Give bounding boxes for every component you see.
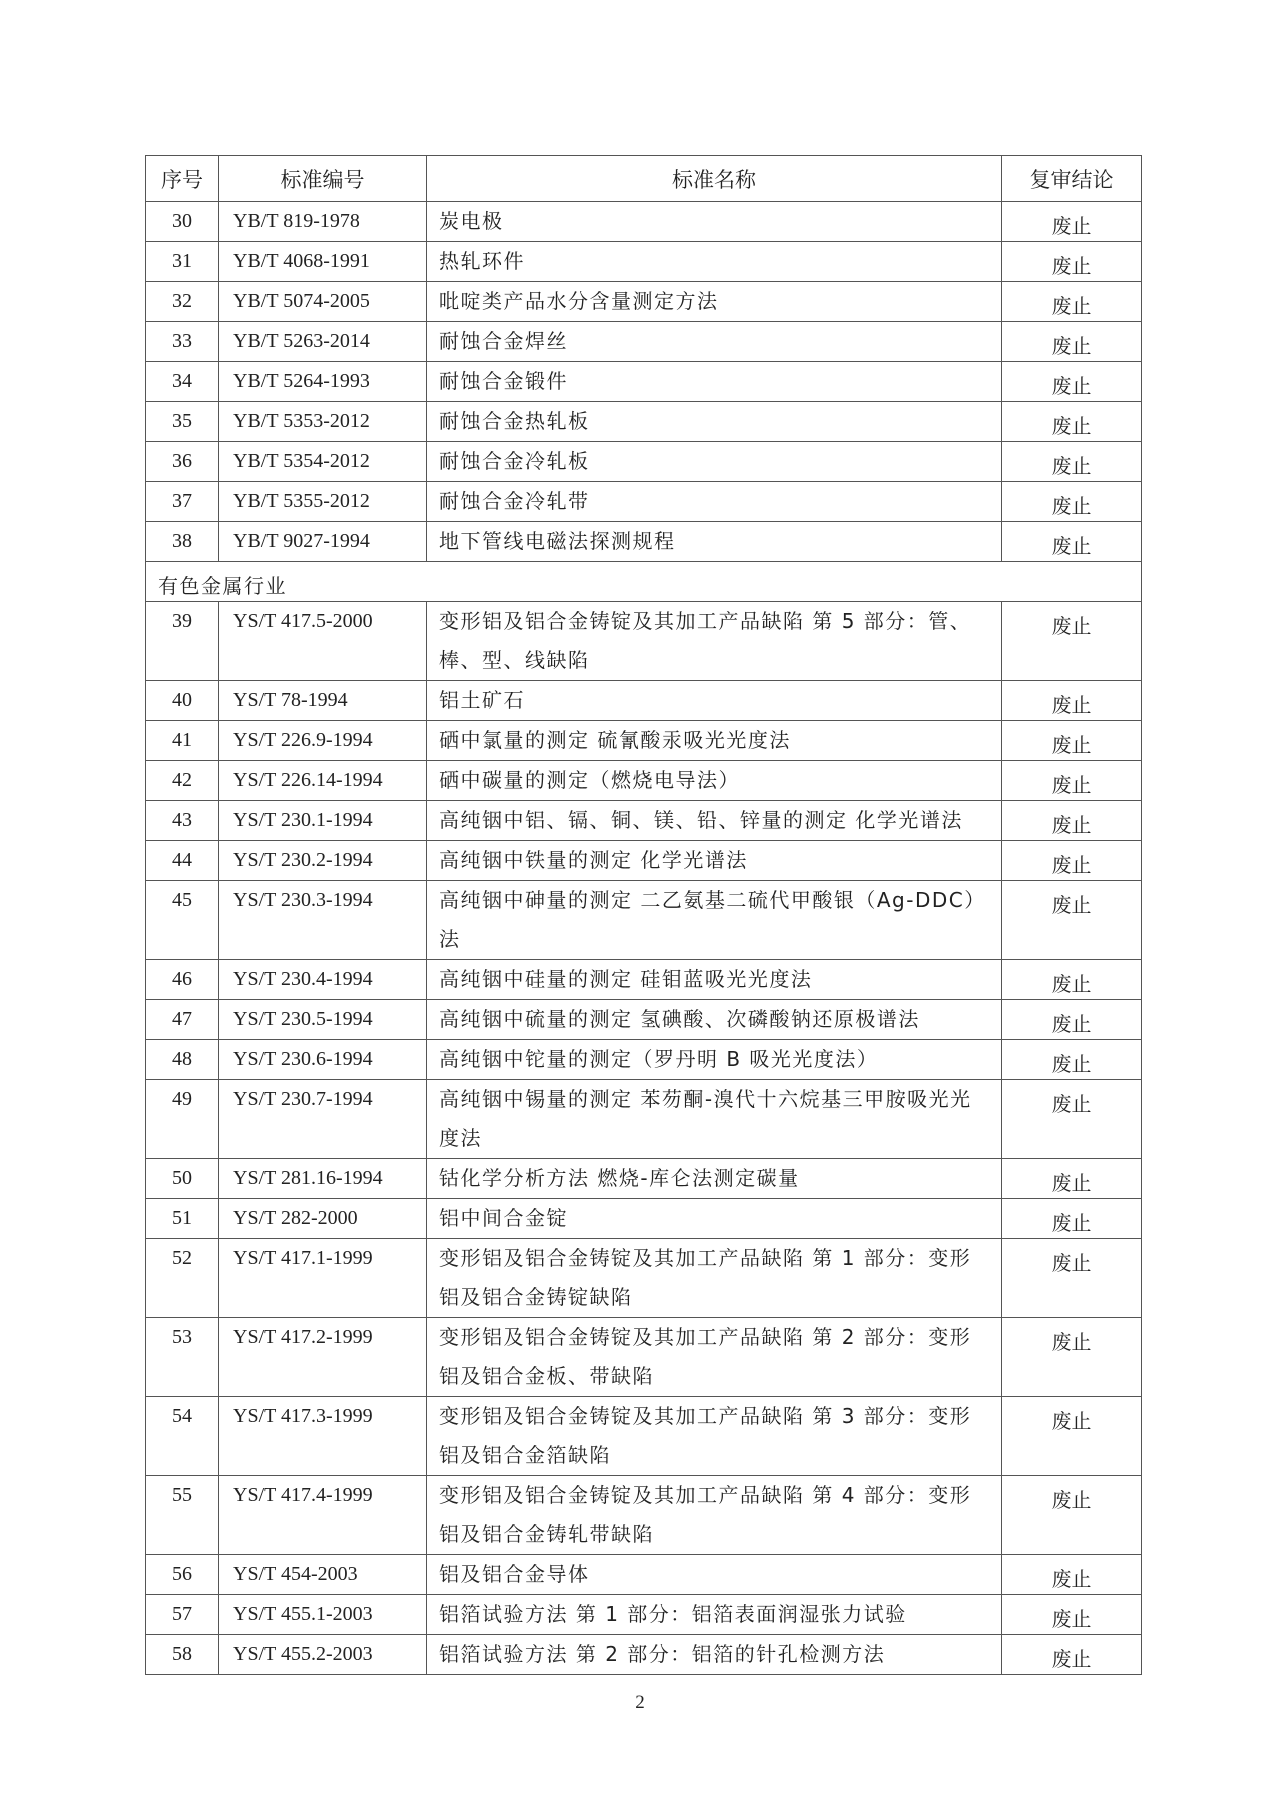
review-result-cell: 废止 (1002, 1000, 1142, 1040)
standard-name-text: 铝箔试验方法 第 2 部分：铝箔的针孔检测方法 (439, 1642, 886, 1666)
review-result-cell: 废止 (1002, 322, 1142, 362)
review-result-cell: 废止 (1002, 841, 1142, 881)
standard-name-text: 高纯铟中铁量的测定 化学光谱法 (439, 848, 748, 872)
standard-name-text: 高纯铟中铊量的测定（罗丹明 B 吸光光度法） (439, 1047, 879, 1071)
standard-code-cell: YS/T 226.9-1994 (219, 721, 427, 761)
standard-code-cell: YB/T 5355-2012 (219, 482, 427, 522)
review-result-cell: 废止 (1002, 801, 1142, 841)
serial-number-cell: 30 (146, 202, 219, 242)
standard-code-cell: YS/T 78-1994 (219, 681, 427, 721)
standard-name-cell (427, 761, 1002, 801)
standard-name-cell (427, 681, 1002, 721)
standard-name-text: 耐蚀合金冷轧板 (439, 449, 590, 473)
table-row (146, 1159, 1142, 1199)
standard-name-text: 变形铝及铝合金铸锭及其加工产品缺陷 第 1 部分：变形铝及铝合金铸锭缺陷 (439, 1246, 972, 1309)
standard-name-text: 变形铝及铝合金铸锭及其加工产品缺陷 第 2 部分：变形铝及铝合金板、带缺陷 (439, 1325, 972, 1388)
page-number: 2 (635, 1692, 645, 1713)
header-standard-code: 标准编号 (219, 156, 427, 202)
serial-number-cell: 47 (146, 1000, 219, 1040)
review-result-cell: 废止 (1002, 1159, 1142, 1199)
serial-number-cell: 56 (146, 1555, 219, 1595)
serial-number-cell: 53 (146, 1318, 219, 1397)
table-row (146, 801, 1142, 841)
table-row (146, 1040, 1142, 1080)
table-row (146, 202, 1142, 242)
review-result-cell: 废止 (1002, 202, 1142, 242)
table-row (146, 322, 1142, 362)
standard-name-cell (427, 1595, 1002, 1635)
review-result-cell: 废止 (1002, 1199, 1142, 1239)
header-serial-number: 序号 (146, 156, 219, 202)
standard-code-cell: YB/T 4068-1991 (219, 242, 427, 282)
standard-name-text: 耐蚀合金冷轧带 (439, 489, 590, 513)
serial-number-cell: 38 (146, 522, 219, 562)
standard-code-cell: YS/T 230.1-1994 (219, 801, 427, 841)
standard-name-text: 吡啶类产品水分含量测定方法 (439, 289, 719, 313)
standard-name-text: 钴化学分析方法 燃烧-库仑法测定碳量 (439, 1166, 800, 1190)
table-row (146, 1595, 1142, 1635)
standard-name-text: 热轧环件 (439, 249, 525, 273)
serial-number-cell: 54 (146, 1397, 219, 1476)
standard-name-cell (427, 242, 1002, 282)
standard-name-cell (427, 482, 1002, 522)
standard-name-cell (427, 801, 1002, 841)
standard-code-cell: YS/T 455.2-2003 (219, 1635, 427, 1675)
review-result-cell: 废止 (1002, 761, 1142, 801)
standard-code-cell: YS/T 230.6-1994 (219, 1040, 427, 1080)
table-header-row (146, 156, 1142, 202)
standard-name-text: 铝及铝合金导体 (439, 1562, 590, 1586)
standard-code-cell: YB/T 5354-2012 (219, 442, 427, 482)
standard-name-text: 耐蚀合金热轧板 (439, 409, 590, 433)
serial-number-cell: 46 (146, 960, 219, 1000)
serial-number-cell: 50 (146, 1159, 219, 1199)
serial-number-cell: 39 (146, 602, 219, 681)
standard-name-cell (427, 841, 1002, 881)
standard-name-cell (427, 881, 1002, 960)
standard-name-cell (427, 402, 1002, 442)
serial-number-cell: 31 (146, 242, 219, 282)
review-result-cell: 废止 (1002, 681, 1142, 721)
table-row (146, 1199, 1142, 1239)
review-result-cell: 废止 (1002, 1555, 1142, 1595)
standard-name-cell (427, 1635, 1002, 1675)
standard-name-text: 高纯铟中铝、镉、铜、镁、铅、锌量的测定 化学光谱法 (439, 808, 963, 832)
standard-code-cell: YS/T 230.5-1994 (219, 1000, 427, 1040)
standard-name-cell (427, 1555, 1002, 1595)
table-row (146, 1476, 1142, 1555)
serial-number-cell: 42 (146, 761, 219, 801)
standard-name-cell (427, 1318, 1002, 1397)
review-result-cell: 废止 (1002, 881, 1142, 960)
review-result-cell: 废止 (1002, 1040, 1142, 1080)
table-row (146, 402, 1142, 442)
serial-number-cell: 43 (146, 801, 219, 841)
standards-table (145, 155, 1142, 1675)
standard-name-text: 铝中间合金锭 (439, 1206, 568, 1230)
table-row (146, 442, 1142, 482)
standard-name-cell (427, 721, 1002, 761)
standard-code-cell: YS/T 230.4-1994 (219, 960, 427, 1000)
standard-code-cell: YS/T 417.2-1999 (219, 1318, 427, 1397)
standard-code-cell: YS/T 230.2-1994 (219, 841, 427, 881)
standard-name-cell (427, 522, 1002, 562)
table-row (146, 1397, 1142, 1476)
serial-number-cell: 58 (146, 1635, 219, 1675)
standard-name-cell (427, 202, 1002, 242)
section-title: 有色金属行业 (146, 562, 1142, 602)
serial-number-cell: 36 (146, 442, 219, 482)
header-standard-name: 标准名称 (427, 156, 1002, 202)
standard-name-cell (427, 442, 1002, 482)
table-row (146, 602, 1142, 681)
standard-name-cell (427, 1040, 1002, 1080)
table-row (146, 362, 1142, 402)
review-result-cell: 废止 (1002, 522, 1142, 562)
table-row (146, 1555, 1142, 1595)
review-result-cell: 废止 (1002, 1595, 1142, 1635)
standard-name-text: 高纯铟中硫量的测定 氢碘酸、次磷酸钠还原极谱法 (439, 1007, 920, 1031)
standard-name-text: 耐蚀合金焊丝 (439, 329, 568, 353)
standard-name-text: 硒中碳量的测定（燃烧电导法） (439, 768, 740, 792)
standard-name-cell (427, 1159, 1002, 1199)
standard-name-text: 高纯铟中硅量的测定 硅钼蓝吸光光度法 (439, 967, 813, 991)
review-result-cell: 废止 (1002, 442, 1142, 482)
serial-number-cell: 40 (146, 681, 219, 721)
standard-name-text: 炭电极 (439, 209, 504, 233)
review-result-cell: 废止 (1002, 1239, 1142, 1318)
table-row (146, 1318, 1142, 1397)
table-row (146, 482, 1142, 522)
review-result-cell: 废止 (1002, 242, 1142, 282)
serial-number-cell: 48 (146, 1040, 219, 1080)
serial-number-cell: 44 (146, 841, 219, 881)
review-result-cell: 废止 (1002, 402, 1142, 442)
standard-name-cell (427, 1199, 1002, 1239)
table-row (146, 960, 1142, 1000)
table-row (146, 282, 1142, 322)
standard-code-cell: YS/T 417.4-1999 (219, 1476, 427, 1555)
table-row (146, 242, 1142, 282)
standard-name-text: 变形铝及铝合金铸锭及其加工产品缺陷 第 3 部分：变形铝及铝合金箔缺陷 (439, 1404, 972, 1467)
standard-code-cell: YS/T 230.3-1994 (219, 881, 427, 960)
review-result-cell: 废止 (1002, 282, 1142, 322)
table-row (146, 881, 1142, 960)
standard-name-cell (427, 362, 1002, 402)
standard-code-cell: YB/T 5353-2012 (219, 402, 427, 442)
table-row (146, 522, 1142, 562)
standard-name-cell (427, 1476, 1002, 1555)
table-row (146, 681, 1142, 721)
serial-number-cell: 37 (146, 482, 219, 522)
review-result-cell: 废止 (1002, 482, 1142, 522)
header-review-result: 复审结论 (1002, 156, 1142, 202)
standard-code-cell: YS/T 454-2003 (219, 1555, 427, 1595)
serial-number-cell: 35 (146, 402, 219, 442)
standard-name-text: 高纯铟中砷量的测定 二乙氨基二硫代甲酸银（Ag-DDC）法 (439, 888, 986, 951)
standard-name-cell (427, 960, 1002, 1000)
table-row (146, 841, 1142, 881)
standard-code-cell: YS/T 417.3-1999 (219, 1397, 427, 1476)
review-result-cell: 废止 (1002, 1635, 1142, 1675)
standard-name-cell (427, 1239, 1002, 1318)
standard-code-cell: YB/T 5074-2005 (219, 282, 427, 322)
serial-number-cell: 33 (146, 322, 219, 362)
serial-number-cell: 52 (146, 1239, 219, 1318)
table-row (146, 1000, 1142, 1040)
standard-name-text: 硒中氯量的测定 硫氰酸汞吸光光度法 (439, 728, 791, 752)
standard-code-cell: YS/T 230.7-1994 (219, 1080, 427, 1159)
standard-code-cell: YS/T 417.1-1999 (219, 1239, 427, 1318)
standard-name-cell (427, 322, 1002, 362)
serial-number-cell: 51 (146, 1199, 219, 1239)
review-result-cell: 废止 (1002, 602, 1142, 681)
review-result-cell: 废止 (1002, 1476, 1142, 1555)
table-row (146, 761, 1142, 801)
serial-number-cell: 32 (146, 282, 219, 322)
standard-name-text: 变形铝及铝合金铸锭及其加工产品缺陷 第 4 部分：变形铝及铝合金铸轧带缺陷 (439, 1483, 972, 1546)
standard-code-cell: YB/T 5263-2014 (219, 322, 427, 362)
standard-code-cell: YB/T 9027-1994 (219, 522, 427, 562)
standard-code-cell: YS/T 226.14-1994 (219, 761, 427, 801)
standard-name-text: 耐蚀合金锻件 (439, 369, 568, 393)
standard-name-text: 地下管线电磁法探测规程 (439, 529, 676, 553)
serial-number-cell: 49 (146, 1080, 219, 1159)
standard-name-cell (427, 1080, 1002, 1159)
standard-name-cell (427, 602, 1002, 681)
serial-number-cell: 55 (146, 1476, 219, 1555)
review-result-cell: 废止 (1002, 721, 1142, 761)
serial-number-cell: 34 (146, 362, 219, 402)
table-row (146, 721, 1142, 761)
table-row (146, 1635, 1142, 1675)
serial-number-cell: 57 (146, 1595, 219, 1635)
standard-code-cell: YS/T 455.1-2003 (219, 1595, 427, 1635)
review-result-cell: 废止 (1002, 362, 1142, 402)
standard-name-cell (427, 1397, 1002, 1476)
standard-code-cell: YB/T 819-1978 (219, 202, 427, 242)
standard-code-cell: YS/T 281.16-1994 (219, 1159, 427, 1199)
section-row (146, 562, 1142, 602)
standard-code-cell: YS/T 282-2000 (219, 1199, 427, 1239)
serial-number-cell: 41 (146, 721, 219, 761)
review-result-cell: 废止 (1002, 960, 1142, 1000)
standard-name-text: 高纯铟中锡量的测定 苯芴酮-溴代十六烷基三甲胺吸光光度法 (439, 1087, 972, 1150)
review-result-cell: 废止 (1002, 1318, 1142, 1397)
standard-name-cell (427, 1000, 1002, 1040)
table-row (146, 1239, 1142, 1318)
standard-name-text: 变形铝及铝合金铸锭及其加工产品缺陷 第 5 部分：管、棒、型、线缺陷 (439, 609, 972, 672)
review-result-cell: 废止 (1002, 1080, 1142, 1159)
standard-code-cell: YS/T 417.5-2000 (219, 602, 427, 681)
standard-code-cell: YB/T 5264-1993 (219, 362, 427, 402)
standard-name-cell (427, 282, 1002, 322)
table-row (146, 1080, 1142, 1159)
standard-name-text: 铝箔试验方法 第 1 部分：铝箔表面润湿张力试验 (439, 1602, 907, 1626)
serial-number-cell: 45 (146, 881, 219, 960)
review-result-cell: 废止 (1002, 1397, 1142, 1476)
standard-name-text: 铝土矿石 (439, 688, 525, 712)
